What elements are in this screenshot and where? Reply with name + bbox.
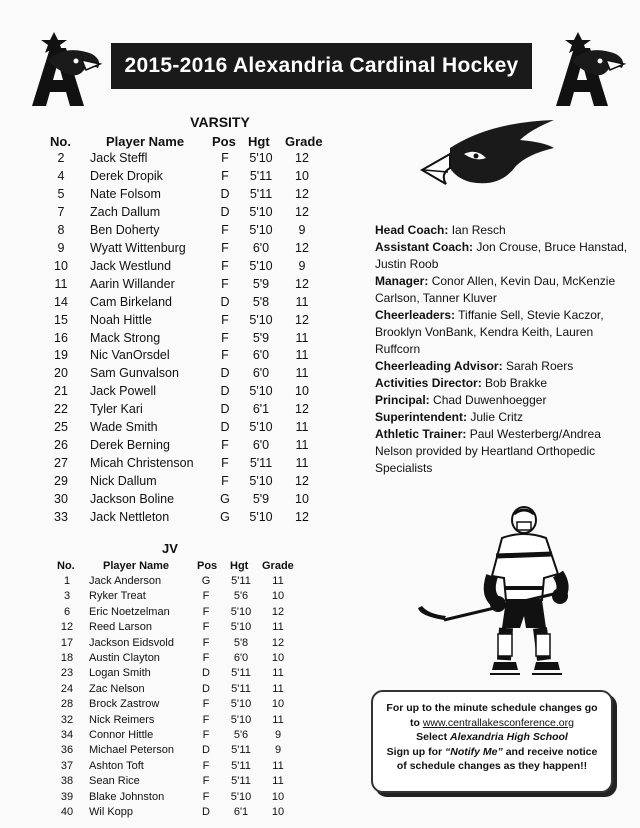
row-height: 5'11	[231, 667, 251, 680]
header-name: Player Name	[103, 560, 170, 572]
row-position: F	[221, 330, 229, 345]
row-position: F	[202, 605, 210, 618]
row-player-name: Nick Dallum	[90, 474, 157, 489]
jv-title: JV	[162, 541, 178, 556]
row-number: 24	[60, 682, 74, 695]
row-height: 5'8	[252, 294, 270, 309]
staff-names: Sarah Roers	[505, 359, 574, 373]
notice-line5: of schedule changes as they happen!!	[396, 760, 588, 772]
row-position: D	[202, 667, 210, 680]
row-position: F	[221, 474, 229, 489]
row-height: 5'10	[249, 204, 273, 219]
row-position: F	[221, 258, 229, 273]
row-height: 6'0	[252, 438, 270, 453]
row-position: D	[220, 366, 230, 381]
staff-entry	[375, 273, 637, 307]
row-height: 5'10	[249, 420, 273, 435]
row-height: 5'11	[231, 744, 251, 757]
row-position: F	[221, 312, 229, 327]
row-position: D	[220, 402, 230, 417]
row-player-name: Austin Clayton	[89, 652, 160, 664]
row-player-name: Wil Kopp	[89, 806, 134, 818]
row-position: F	[221, 438, 229, 453]
staff-entry	[375, 426, 637, 477]
row-player-name: Zac Nelson	[89, 682, 145, 695]
row-grade: 11	[272, 682, 284, 695]
row-grade: 9	[274, 729, 282, 741]
row-player-name: Aarin Willander	[90, 276, 175, 291]
row-position: F	[202, 636, 210, 649]
row-position: F	[221, 240, 229, 255]
row-position: G	[220, 492, 230, 507]
row-grade: 10	[295, 168, 309, 183]
row-grade: 12	[295, 204, 309, 219]
row-player-name: Micah Christenson	[90, 456, 194, 471]
row-grade: 11	[295, 348, 309, 363]
row-number: 6	[63, 605, 71, 618]
row-height: 5'11	[231, 682, 251, 695]
notice-select: Select	[416, 731, 448, 743]
row-position: F	[221, 222, 229, 237]
row-number: 10	[54, 258, 68, 273]
row-grade: 11	[295, 438, 309, 453]
row-number: 34	[60, 729, 74, 741]
row-height: 5'11	[249, 456, 273, 471]
header-pos: Pos	[197, 560, 218, 572]
staff-entry	[375, 222, 637, 239]
header-no: No.	[50, 134, 71, 149]
row-position: F	[221, 168, 229, 183]
row-number: 11	[54, 276, 68, 291]
row-height: 5'10	[249, 312, 273, 327]
row-grade: 11	[295, 420, 309, 435]
row-number: 12	[60, 621, 74, 634]
row-grade: 11	[295, 330, 309, 345]
row-player-name: Derek Berning	[90, 438, 170, 453]
row-height: 6'0	[252, 366, 270, 381]
row-number: 15	[54, 312, 68, 327]
hockey-player-icon	[416, 504, 586, 684]
row-position: D	[202, 806, 210, 818]
conference-url-link[interactable]: www.centrallakesconference.org	[422, 716, 574, 729]
row-number: 1	[63, 575, 71, 587]
row-height: 5'6	[233, 729, 249, 741]
row-number: 40	[60, 806, 74, 818]
notice-signup: Sign up for	[386, 745, 443, 758]
row-number: 39	[60, 790, 74, 803]
row-height: 5'10	[230, 698, 252, 711]
row-grade: 12	[295, 312, 309, 327]
row-player-name: Jackson Boline	[90, 492, 175, 507]
row-number: 5	[57, 186, 65, 201]
staff-entry	[375, 409, 637, 426]
row-grade: 12	[295, 186, 309, 201]
row-position: F	[202, 790, 210, 803]
row-position: F	[202, 759, 210, 772]
row-grade: 12	[295, 151, 309, 165]
staff-names: Jon Crouse, Bruce Hanstad, Justin Roob	[375, 240, 628, 271]
row-position: D	[202, 744, 210, 757]
row-height: 5'10	[230, 713, 252, 726]
row-number: 30	[54, 492, 68, 507]
row-number: 2	[57, 151, 65, 165]
row-grade: 10	[271, 698, 285, 711]
row-player-name: Ashton Toft	[89, 759, 144, 772]
header-no: No.	[57, 560, 75, 572]
row-grade: 10	[295, 492, 309, 507]
row-position: G	[220, 510, 230, 524]
staff-names: Julie Critz	[470, 410, 524, 424]
row-grade: 12	[271, 605, 285, 618]
row-height: 5'10	[249, 151, 273, 165]
row-number: 9	[57, 240, 65, 255]
row-grade: 12	[295, 240, 309, 255]
row-position: F	[202, 652, 210, 664]
row-height: 5'10	[249, 474, 273, 489]
staff-entry	[375, 358, 637, 375]
row-height: 6'1	[252, 402, 270, 417]
row-player-name: Jack Nettleton	[90, 510, 170, 524]
notice-receive: and receive notice	[505, 745, 598, 758]
row-position: G	[201, 575, 211, 587]
row-grade: 10	[271, 806, 285, 818]
row-number: 25	[54, 420, 68, 435]
row-player-name: Connor Hittle	[89, 729, 154, 741]
row-number: 38	[60, 775, 74, 788]
row-height: 5'9	[252, 330, 270, 345]
row-height: 5'10	[249, 384, 273, 399]
row-number: 16	[54, 330, 68, 345]
row-height: 5'10	[249, 258, 273, 273]
varsity-title: VARSITY	[190, 114, 250, 130]
row-number: 29	[54, 474, 68, 489]
row-height: 6'1	[233, 806, 249, 818]
notice-line1: For up to the minute schedule changes go	[386, 702, 598, 714]
row-player-name: Michael Peterson	[89, 744, 174, 757]
row-player-name: Mack Strong	[90, 330, 161, 345]
row-height: 5'11	[249, 168, 273, 183]
row-height: 6'0	[252, 348, 270, 363]
header-pos: Pos	[212, 134, 236, 149]
staff-names: Bob Brakke	[485, 376, 548, 390]
row-number: 36	[60, 744, 74, 757]
row-position: F	[202, 729, 210, 741]
header-name: Player Name	[106, 134, 185, 149]
row-grade: 9	[298, 258, 306, 273]
row-player-name: Ben Doherty	[90, 222, 160, 237]
row-player-name: Derek Dropik	[90, 168, 163, 183]
row-position: F	[202, 775, 210, 788]
row-player-name: Jack Westlund	[90, 258, 172, 273]
row-player-name: Brock Zastrow	[89, 698, 160, 711]
row-number: 23	[60, 667, 74, 680]
row-number: 17	[60, 636, 74, 649]
row-position: D	[220, 204, 230, 219]
row-player-name: Blake Johnston	[89, 790, 165, 803]
row-grade: 10	[295, 384, 309, 399]
staff-entry	[375, 392, 637, 409]
row-grade: 9	[298, 222, 306, 237]
staff-list	[375, 222, 637, 477]
row-number: 20	[54, 366, 68, 381]
header-hgt: Hgt	[248, 134, 270, 149]
staff-role: Head Coach:	[375, 223, 449, 237]
row-grade: 11	[272, 713, 284, 726]
row-number: 3	[63, 590, 71, 603]
row-player-name: Wade Smith	[90, 420, 158, 435]
row-player-name: Jackson Eidsvold	[89, 636, 174, 649]
row-height: 5'11	[231, 775, 251, 788]
row-height: 5'9	[252, 276, 270, 291]
row-height: 5'10	[249, 510, 273, 524]
row-position: F	[202, 713, 210, 726]
row-player-name: Noah Hittle	[90, 312, 152, 327]
notice-to: to	[409, 716, 420, 729]
row-number: 7	[57, 204, 65, 219]
row-position: F	[221, 276, 229, 291]
staff-role: Athletic Trainer:	[375, 427, 467, 441]
row-number: 14	[54, 294, 68, 309]
row-player-name: Nate Folsom	[90, 186, 161, 201]
row-player-name: Zach Dallum	[90, 204, 161, 219]
row-number: 19	[54, 348, 68, 363]
row-height: 5'11	[231, 575, 251, 587]
row-grade: 10	[271, 652, 285, 664]
notice-line4	[373, 745, 611, 760]
row-grade: 12	[295, 402, 309, 417]
row-grade: 10	[271, 790, 285, 803]
notice-notify-me: “Notify Me”	[445, 745, 503, 758]
staff-names: Conor Allen, Kevin Dau, McKenzie Carlson, Tanner Kluver	[375, 274, 616, 305]
row-height: 5'11	[231, 759, 251, 772]
row-grade: 11	[295, 366, 309, 381]
row-grade: 9	[274, 744, 282, 757]
row-player-name: Jack Anderson	[89, 575, 162, 587]
staff-names: Chad Duwenhoegger	[433, 393, 547, 407]
staff-names: Ian Resch	[451, 223, 506, 237]
row-player-name: Nic VanOrsdel	[90, 348, 170, 363]
row-player-name: Cam Birkeland	[90, 294, 172, 309]
schedule-notice-box	[371, 690, 613, 793]
row-number: 4	[57, 168, 65, 183]
row-position: D	[220, 420, 230, 435]
row-grade: 12	[295, 474, 309, 489]
cardinal-a-logo-icon	[26, 30, 104, 108]
row-grade: 11	[272, 667, 284, 680]
row-number: 28	[60, 698, 74, 711]
row-position: F	[202, 590, 210, 603]
staff-role: Cheerleading Advisor:	[375, 359, 503, 373]
row-player-name: Eric Noetzelman	[89, 605, 170, 618]
row-player-name: Jack Powell	[90, 384, 156, 399]
staff-role: Activities Director:	[375, 376, 482, 390]
row-grade: 11	[272, 775, 284, 788]
staff-role: Cheerleaders:	[375, 308, 456, 322]
staff-names: Paul Westerberg/Andrea Nelson provided by Heartland Orthopedic Specialists	[375, 427, 601, 475]
row-height: 5'10	[230, 790, 252, 803]
row-player-name: Ryker Treat	[89, 590, 146, 603]
row-number: 18	[60, 652, 74, 664]
staff-entry	[375, 239, 637, 273]
row-grade: 11	[272, 575, 284, 587]
row-grade: 11	[272, 759, 284, 772]
cardinal-a-logo-icon	[550, 30, 628, 108]
row-player-name: Sean Rice	[89, 775, 140, 788]
notice-school: Alexandria High School	[450, 731, 568, 743]
row-height: 5'10	[249, 222, 273, 237]
row-height: 5'11	[249, 186, 273, 201]
row-number: 37	[60, 759, 74, 772]
header-grade: Grade	[285, 134, 323, 149]
row-height: 5'9	[252, 492, 270, 507]
row-player-name: Logan Smith	[89, 667, 151, 680]
row-player-name: Nick Reimers	[89, 713, 155, 726]
staff-entry	[375, 307, 637, 358]
cardinal-head-icon	[420, 118, 560, 208]
row-position: D	[220, 384, 230, 399]
row-height: 6'0	[252, 240, 270, 255]
row-position: D	[220, 294, 230, 309]
header-hgt: Hgt	[230, 560, 249, 572]
row-height: 5'10	[230, 621, 252, 634]
row-player-name: Sam Gunvalson	[90, 366, 179, 381]
row-position: F	[202, 698, 210, 711]
row-grade: 11	[295, 294, 309, 309]
row-player-name: Tyler Kari	[90, 402, 143, 417]
row-grade: 12	[295, 276, 309, 291]
row-position: F	[221, 456, 229, 471]
staff-role: Manager:	[375, 274, 429, 288]
staff-role: Principal:	[375, 393, 430, 407]
staff-role: Superintendent:	[375, 410, 467, 424]
row-number: 22	[54, 402, 68, 417]
row-height: 6'0	[233, 652, 249, 664]
row-player-name: Jack Steffl	[90, 151, 148, 165]
row-grade: 12	[295, 510, 309, 524]
staff-entry	[375, 375, 637, 392]
row-height: 5'6	[233, 590, 249, 603]
row-position: D	[202, 682, 210, 695]
row-position: F	[221, 151, 229, 165]
row-number: 21	[54, 384, 68, 399]
row-number: 26	[54, 438, 68, 453]
staff-names: Tiffanie Sell, Stevie Kaczor, Brooklyn VonBank, Kendra Keith, Lauren Ruffcorn	[375, 308, 604, 356]
row-number: 32	[60, 713, 74, 726]
row-number: 8	[57, 222, 65, 237]
header-grade: Grade	[262, 560, 294, 572]
row-position: D	[220, 186, 230, 201]
notice-line2	[373, 716, 611, 731]
row-grade: 10	[271, 590, 285, 603]
row-player-name: Reed Larson	[89, 621, 152, 634]
row-number: 33	[54, 510, 68, 524]
row-height: 5'10	[230, 605, 252, 618]
row-position: F	[202, 621, 210, 634]
notice-line3	[373, 730, 611, 745]
page-title: 2015-2016 Alexandria Cardinal Hockey	[111, 43, 532, 89]
staff-role: Assistant Coach:	[375, 240, 474, 254]
row-position: F	[221, 348, 229, 363]
row-grade: 11	[272, 621, 284, 634]
row-grade: 12	[271, 636, 285, 649]
row-number: 27	[54, 456, 68, 471]
row-grade: 11	[295, 456, 309, 471]
row-height: 5'8	[233, 636, 249, 649]
row-player-name: Wyatt Wittenburg	[90, 240, 186, 255]
